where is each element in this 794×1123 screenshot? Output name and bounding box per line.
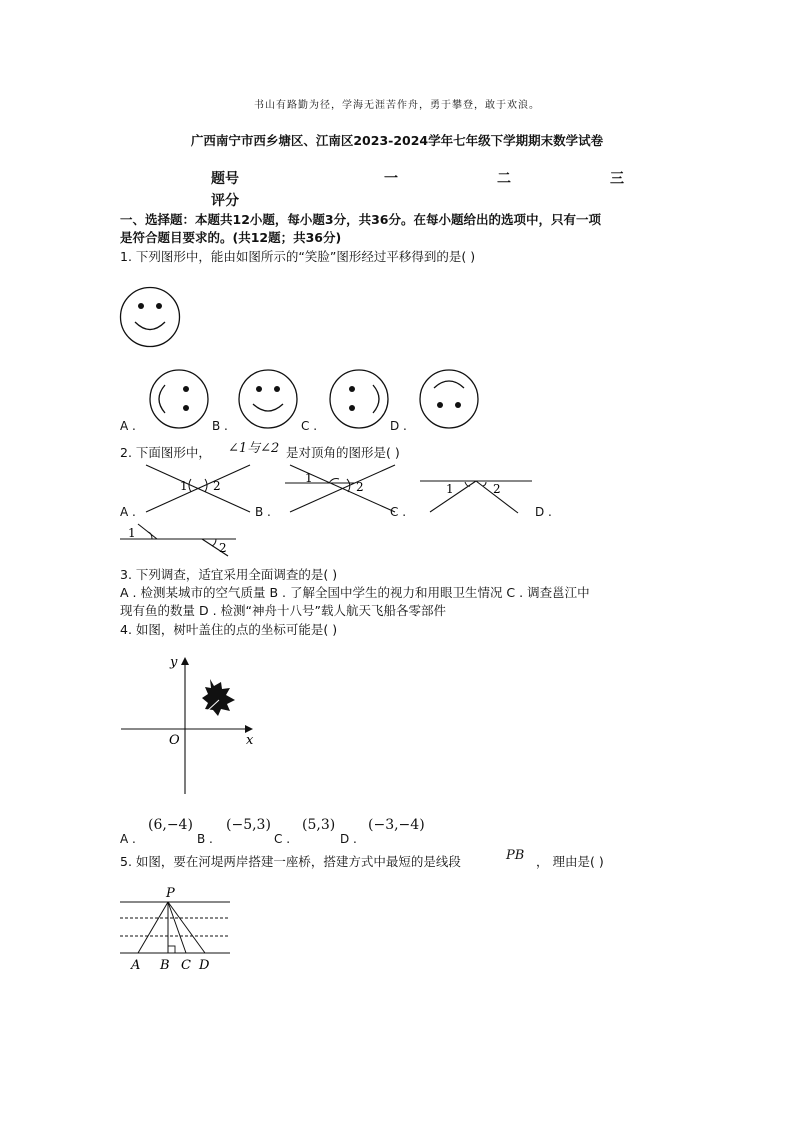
q5-point-c-label: C	[181, 958, 191, 973]
q5-bridge-figure	[118, 885, 238, 975]
q4-label-a: A .	[120, 832, 136, 846]
q2b-angle-1-label: 1	[305, 471, 313, 485]
q3-options-line2: 现有鱼的数量 D . 检测“神舟十八号”载人航天飞船各零部件	[120, 603, 446, 618]
section-heading-line1: 一、选择题：本题共12小题，每小题3分，共36分。在每小题给出的选项中，只有一项	[120, 212, 601, 227]
q2-option-b-figure	[285, 462, 405, 522]
q4-label-c: C .	[274, 832, 291, 846]
q1-option-b-smiley	[237, 368, 299, 430]
score-col-3: 三	[610, 171, 624, 187]
q1-label-d: D .	[390, 419, 407, 433]
q2-stem-math: ∠1与∠2	[228, 441, 280, 456]
q2-label-b: B .	[255, 505, 271, 519]
q5-stem-math: PB	[506, 848, 525, 863]
q4-label-b: B .	[197, 832, 213, 846]
q5-stem-prefix: 5. 如图，要在河堤两岸搭建一座桥，搭建方式中最短的是线段	[120, 854, 461, 869]
q5-point-p-label: P	[166, 886, 175, 901]
q2c-angle-1-label: 1	[446, 482, 454, 496]
q2d-angle-1-label: 1	[128, 526, 136, 540]
motto: 书山有路勤为径，学海无涯苦作舟，勇于攀登，敢于欢浪。	[254, 100, 540, 111]
q1-label-b: B .	[212, 419, 228, 433]
q5-point-d-label: D	[199, 958, 210, 973]
page-title: 广西南宁市西乡塘区、江南区2023-2024学年七年级下学期期末数学试卷	[190, 133, 604, 148]
q1-label-a: A .	[120, 419, 136, 433]
q2b-angle-2-label: 2	[356, 480, 364, 494]
q2-stem-suffix: 是对顶角的图形是( )	[286, 445, 400, 460]
section-heading-line2: 是符合题目要求的。(共12题；共36分)	[120, 230, 342, 245]
q3-stem: 3. 下列调查，适宜采用全面调查的是( )	[120, 567, 338, 582]
q4-option-c: (5,3)	[302, 817, 336, 833]
q4-label-d: D .	[340, 832, 357, 846]
q2-option-c-figure	[418, 474, 538, 520]
q2d-angle-2-label: 2	[219, 541, 227, 555]
q1-option-a-smiley	[148, 368, 210, 430]
q1-option-c-smiley	[328, 368, 390, 430]
score-col-1: 一	[384, 171, 398, 187]
q2-label-d: D .	[535, 505, 552, 519]
q1-stem: 1. 下列图形中，能由如图所示的“笑脸”图形经过平移得到的是( )	[120, 249, 476, 264]
q4-coordinate-figure	[118, 652, 268, 802]
q4-stem: 4. 如图，树叶盖住的点的坐标可能是( )	[120, 622, 338, 637]
q1-option-d-smiley	[418, 368, 480, 430]
q2-option-a-figure	[140, 462, 260, 522]
score-row2-label: 评分	[211, 193, 239, 209]
q5-point-a-label: A	[131, 958, 141, 973]
q3-options-line1: A . 检测某城市的空气质量 B . 了解全国中学生的视力和用眼卫生情况 C . 调查邕江中	[120, 585, 590, 600]
q4-origin-label: O	[169, 733, 180, 748]
q5-point-b-label: B	[160, 958, 170, 973]
q4-option-b: (−5,3)	[226, 817, 271, 833]
score-col-2: 二	[497, 171, 511, 187]
q2-label-c: C .	[390, 505, 407, 519]
q1-smiley-figure	[118, 285, 182, 349]
q2-stem-prefix: 2. 下面图形中，	[120, 445, 211, 460]
q2a-angle-2-label: 2	[213, 479, 221, 493]
q4-axis-x-label: x	[246, 733, 254, 748]
q4-option-d: (−3,−4)	[368, 817, 425, 833]
score-row-label: 题号	[211, 171, 239, 187]
q1-label-c: C .	[301, 419, 318, 433]
q2a-angle-1-label: 1	[180, 479, 188, 493]
q2-option-d-figure	[120, 520, 240, 560]
q2c-angle-2-label: 2	[493, 482, 501, 496]
q2-label-a: A .	[120, 505, 136, 519]
q5-stem-suffix: ， 理由是( )	[536, 854, 604, 869]
q4-axis-y-label: y	[170, 655, 178, 670]
q4-option-a: (6,−4)	[148, 817, 193, 833]
